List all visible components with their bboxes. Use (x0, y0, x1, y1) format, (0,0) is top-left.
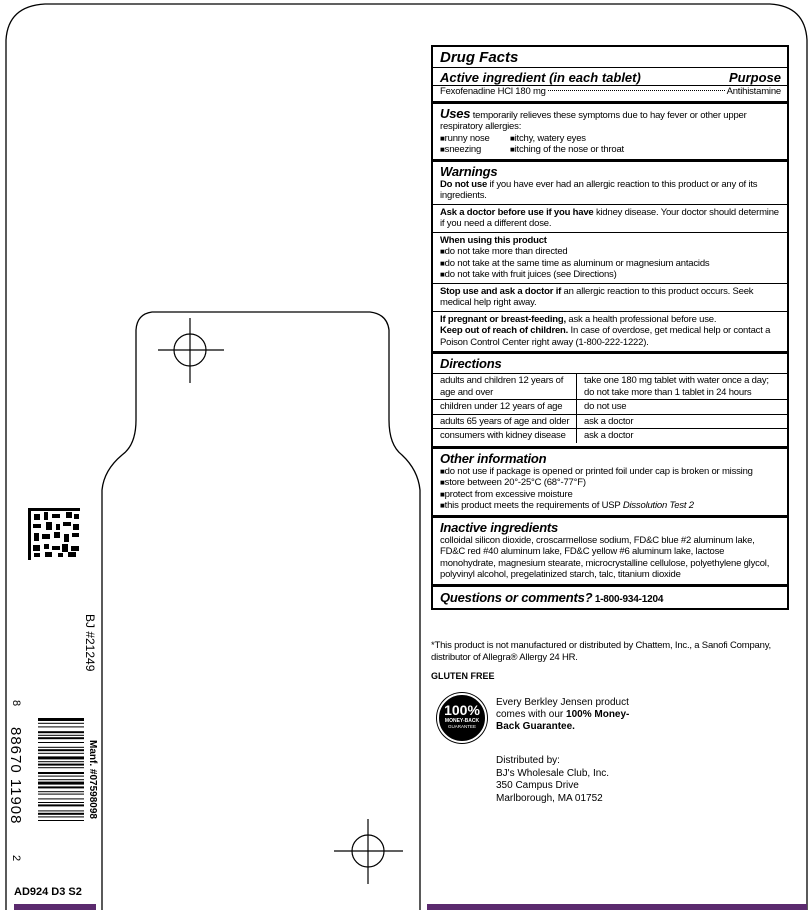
item-number: BJ #21249 (83, 614, 97, 672)
manufacturer-number: Manf. #07598098 (87, 740, 98, 819)
warnings-heading: Warnings (440, 163, 498, 179)
directions-heading: Directions (440, 356, 502, 371)
purpose: Antihistamine (726, 86, 781, 97)
ask-doctor-label: Ask a doctor before use if you have (440, 206, 594, 218)
uses-heading: Uses (440, 105, 471, 121)
pregnant-label: If pregnant or breast-feeding, (440, 313, 566, 325)
badge-percent: 100% (444, 702, 480, 718)
directions-section (433, 354, 787, 449)
badge-line2: GUARANTEE (447, 724, 476, 729)
inactive-ingredients-section (433, 518, 787, 587)
table-row (433, 374, 787, 400)
money-back-badge (437, 693, 487, 743)
gluten-free-label: GLUTEN FREE (431, 671, 495, 681)
registration-mark-bottom (334, 819, 403, 884)
distributor-city: Marlborough, MA 01752 (496, 792, 603, 804)
directions-what: do not use (577, 400, 788, 415)
other-item: ■ store between 20°-25°C (68°-77°F) (440, 477, 781, 489)
pregnant-text: ask a health professional before use. (568, 313, 717, 325)
distributor-label: Distributed by: (496, 755, 560, 766)
uses-intro: temporarily relieves these symptoms due to hay fever or other upper respiratory allergies: (440, 109, 747, 132)
stop-use-text: an allergic reaction to this product occurs. Seek medical help right away. (440, 285, 754, 308)
upc-left-digit: 8 (10, 700, 22, 707)
directions-what: take one 180 mg tablet with water once a day; do not take more than 1 tablet in 24 hours (577, 374, 788, 400)
data-matrix-code (28, 508, 80, 560)
directions-what: ask a doctor (577, 429, 788, 443)
drug-facts-title: Drug Facts (440, 49, 519, 66)
guarantee-bold: 100% Money-Back Guarantee. (496, 709, 630, 732)
do-not-use-text: if you have ever had an allergic reaction to this product or any of its ingredients. (440, 178, 758, 201)
table-row (433, 414, 787, 429)
badge-line1: MONEY-BACK (444, 718, 480, 724)
disclaimer: *This product is not manufactured or distributed by Chattem, Inc., a Sanofi Company, distributor of Allegra® Allergy 24 HR. (431, 640, 771, 663)
keep-out-label: Keep out of reach of children. (440, 325, 569, 336)
keep-out-text: In case of overdose, get medical help or contact a Poison Control Center right away (1-800-222-1222). (440, 325, 771, 348)
other-information-section (433, 449, 787, 518)
color-bar-left (14, 904, 96, 910)
purpose-heading: Purpose (728, 70, 781, 85)
active-ingredient-heading: Active ingredient (in each tablet) (440, 70, 641, 85)
when-using-heading: When using this product (440, 234, 547, 246)
upc-digits: 88670 11908 (7, 727, 24, 825)
when-using-item: ■ do not take at the same time as aluminum or magnesium antacids (440, 258, 781, 270)
do-not-use-label: Do not use (440, 178, 488, 190)
when-using-item: ■ do not take more than directed (440, 246, 781, 258)
ask-doctor-text: kidney disease. Your doctor should determine if you need a different dose. (440, 206, 779, 229)
directions-who: consumers with kidney disease (433, 429, 577, 443)
questions-heading: Questions or comments? (440, 589, 593, 605)
guarantee-text: Every Berkley Jensen product comes with our (496, 697, 629, 720)
distributor-name: BJ's Wholesale Club, Inc. (496, 767, 610, 779)
other-item (440, 500, 781, 512)
other-item: ■ do not use if package is opened or printed foil under cap is broken or missing (440, 466, 781, 478)
upc-barcode (38, 718, 84, 821)
distributor-block (496, 755, 609, 805)
directions-who: children under 12 years of age (433, 400, 577, 415)
questions-phone: 1-800-934-1204 (594, 593, 664, 605)
table-row (433, 429, 787, 443)
uses-item: ■ itchy, watery eyes (510, 133, 586, 145)
when-using-item: ■ do not take with fruit juices (see Directions) (440, 269, 781, 281)
directions-what: ask a doctor (577, 414, 788, 429)
stop-use-label: Stop use and ask a doctor if (440, 285, 562, 297)
questions-section (433, 587, 787, 609)
directions-who: adults and children 12 years of age and over (433, 374, 577, 400)
uses-item: ■ itching of the nose or throat (510, 144, 624, 156)
other-information-heading: Other information (440, 450, 547, 466)
drug-facts-panel (431, 45, 789, 610)
inactive-ingredients-heading: Inactive ingredients (440, 519, 559, 535)
registration-mark-top (158, 318, 224, 383)
uses-item: ■ sneezing (440, 144, 510, 156)
directions-who: adults 65 years of age and older (433, 414, 577, 429)
table-row (433, 400, 787, 415)
active-ingredient: Fexofenadine HCl 180 mg (440, 86, 546, 97)
usp-test: Dissolution Test 2 (622, 500, 694, 511)
distributor-street: 350 Campus Drive (496, 780, 579, 791)
usp-text: this product meets the requirements of USP (444, 500, 621, 511)
warnings-section (433, 162, 787, 355)
directions-table (433, 373, 787, 443)
guarantee-block (496, 697, 646, 733)
uses-section (433, 104, 787, 162)
uses-item: ■ runny nose (440, 133, 510, 145)
inactive-ingredients-text: colloidal silicon dioxide, croscarmellose sodium, FD&C blue #2 aluminum lake, FD&C red #40 aluminum lake, FD&C yellow #6 aluminum lake, lactose monohydrate, magnesium stearate, microcrystalline cellulose, polyethylene glycol, polyvinyl alcohol, pregelatinized starch, talc, titanium dioxide (440, 534, 770, 580)
other-item: ■ protect from excessive moisture (440, 489, 781, 501)
upc-right-digit: 2 (10, 855, 22, 862)
lot-code: AD924 D3 S2 (14, 886, 82, 898)
color-bar-right (427, 904, 807, 910)
